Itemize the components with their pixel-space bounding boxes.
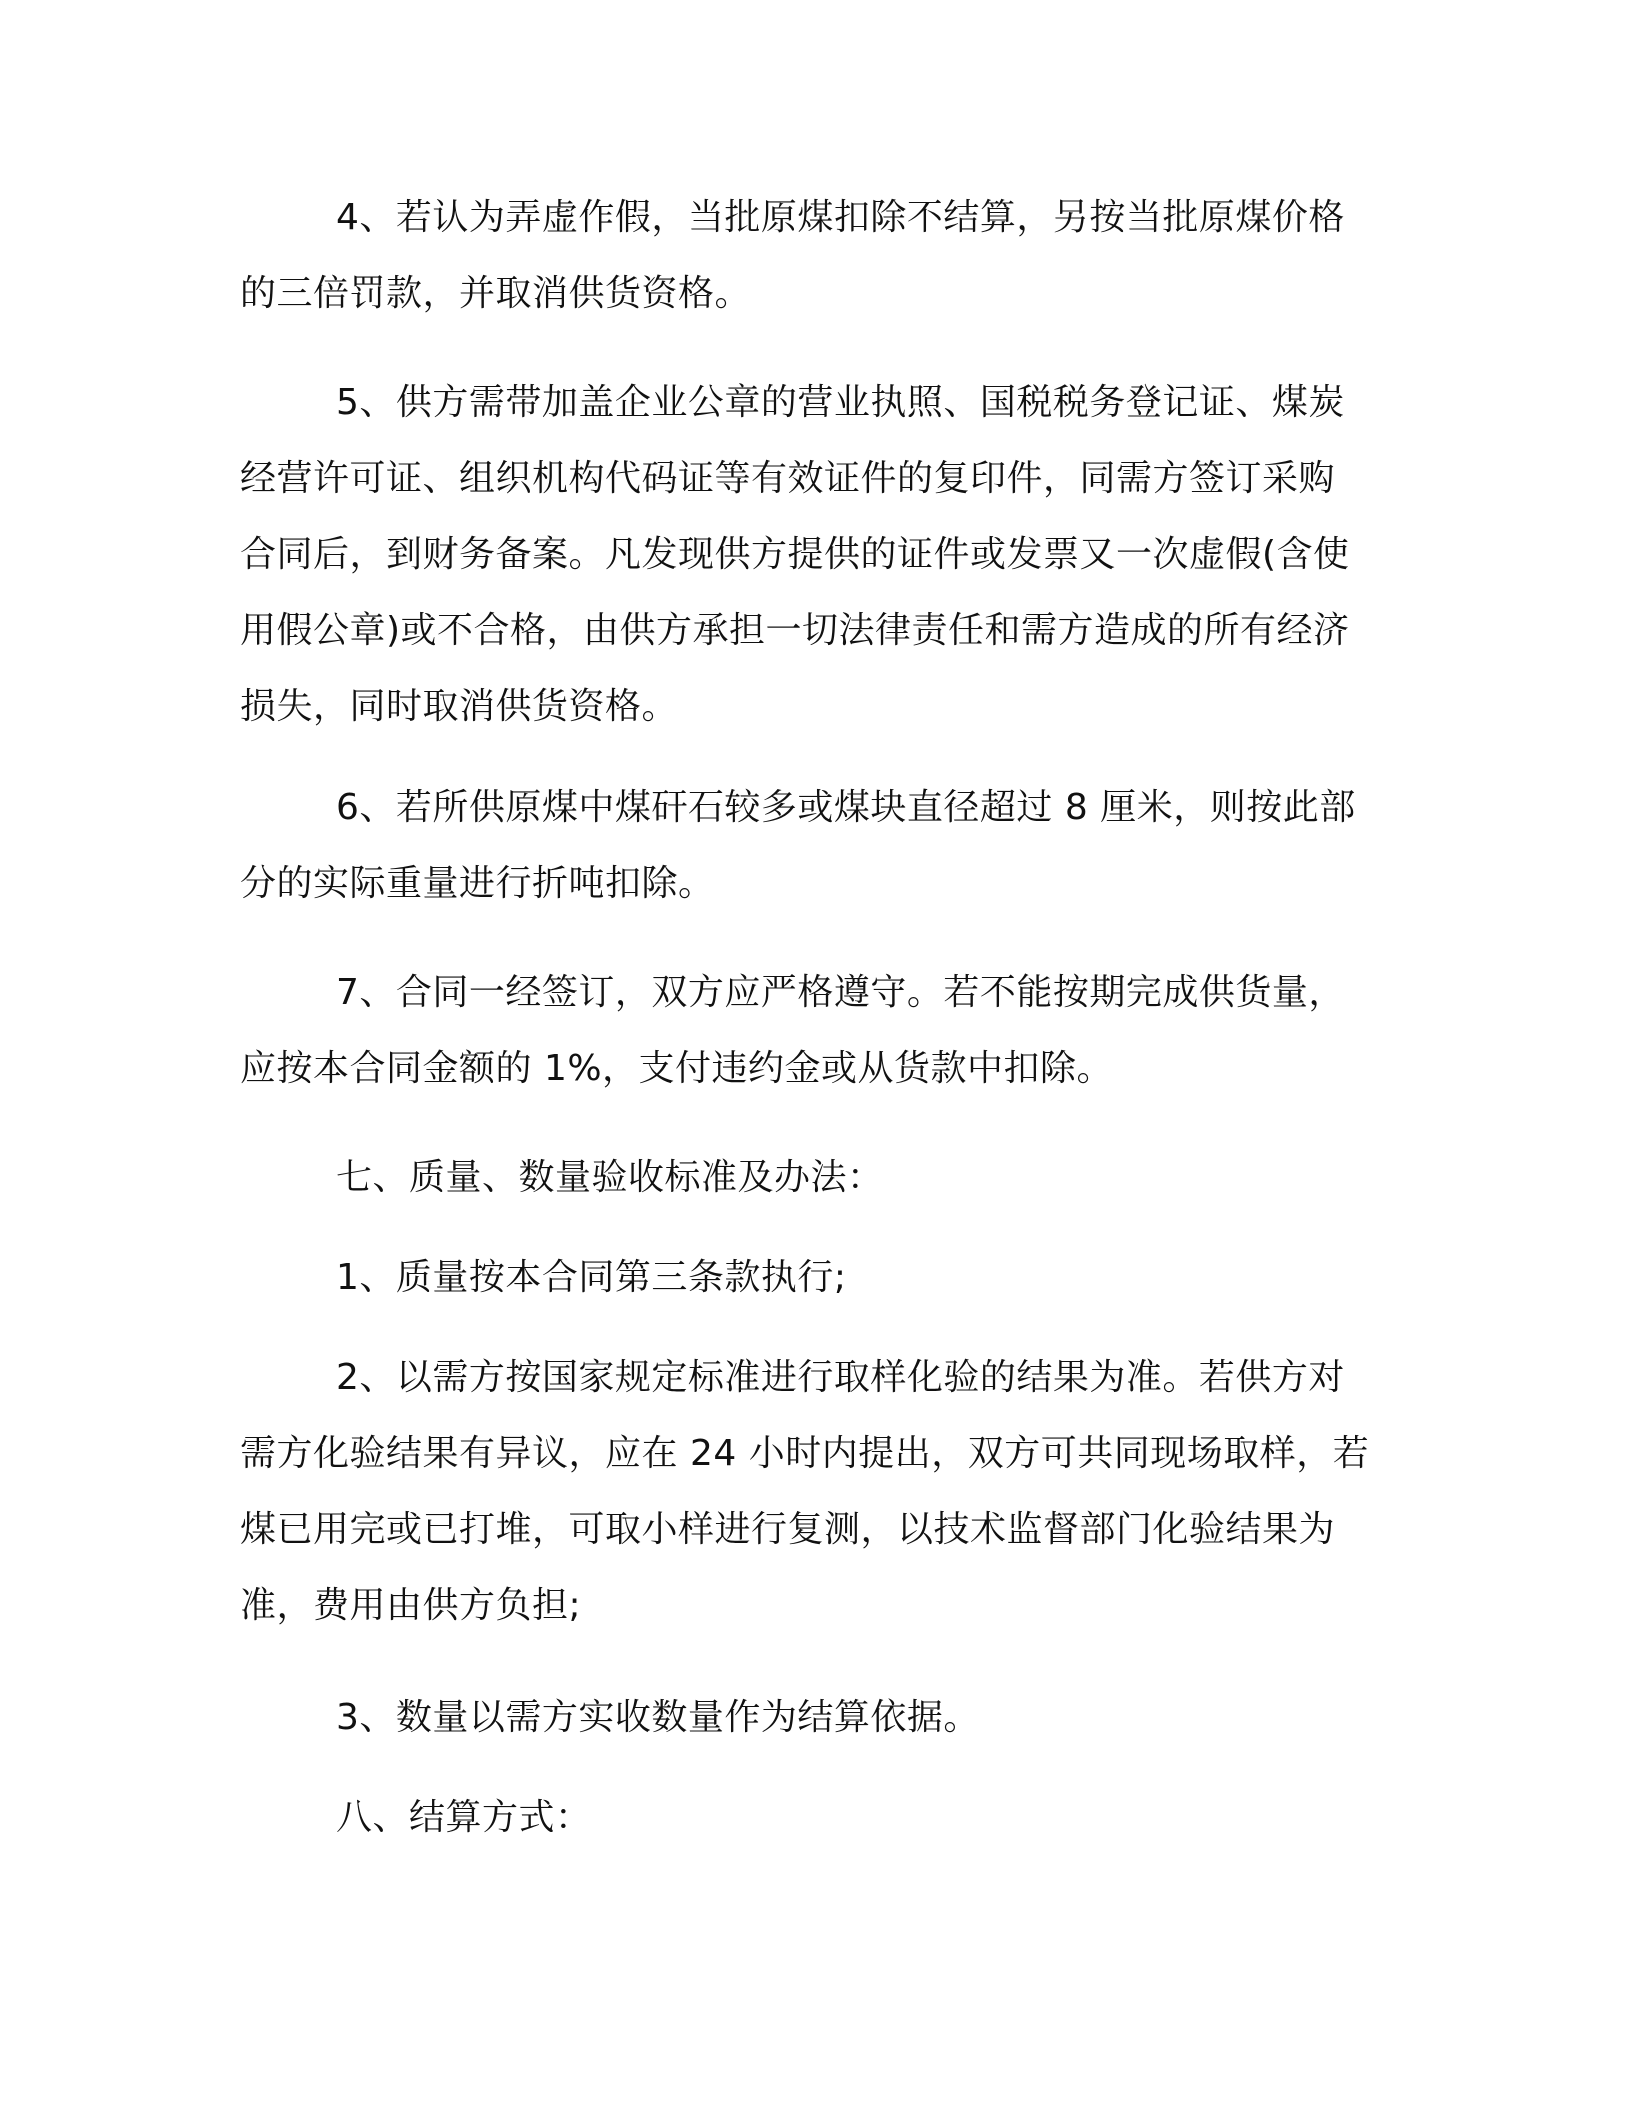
paragraph-clause-6 bbox=[240, 770, 1380, 922]
text-line: 1、质量按本合同第三条款执行; bbox=[336, 1257, 847, 1298]
text-line: 应按本合同金额的 1%，支付违约金或从货款中扣除。 bbox=[240, 1048, 1114, 1089]
text-line: 的三倍罚款，并取消供货资格。 bbox=[240, 273, 752, 314]
text-line: 经营许可证、组织机构代码证等有效证件的复印件，同需方签订采购 bbox=[240, 458, 1336, 499]
text-line: 6、若所供原煤中煤矸石较多或煤块直径超过 8 厘米，则按此部 bbox=[336, 787, 1356, 828]
text-line: 八、结算方式： bbox=[336, 1797, 592, 1838]
paragraph-clause-7 bbox=[240, 955, 1380, 1107]
text-line: 合同后，到财务备案。凡发现供方提供的证件或发票又一次虚假(含使 bbox=[240, 534, 1350, 575]
text-line: 准，费用由供方负担; bbox=[240, 1585, 582, 1626]
paragraph-clause-5 bbox=[240, 365, 1380, 745]
paragraph-quality-2 bbox=[240, 1340, 1380, 1644]
text-line: 5、供方需带加盖企业公章的营业执照、国税税务登记证、煤炭 bbox=[336, 382, 1345, 423]
section-heading-8 bbox=[240, 1780, 1380, 1856]
section-heading-7 bbox=[240, 1140, 1380, 1216]
text-line: 煤已用完或已打堆，可取小样进行复测，以技术监督部门化验结果为 bbox=[240, 1509, 1336, 1550]
text-line: 分的实际重量进行折吨扣除。 bbox=[240, 863, 715, 904]
text-line: 七、质量、数量验收标准及办法： bbox=[336, 1157, 884, 1198]
text-line: 7、合同一经签订，双方应严格遵守。若不能按期完成供货量， bbox=[336, 972, 1345, 1013]
paragraph-clause-4 bbox=[240, 180, 1380, 332]
text-line: 用假公章)或不合格，由供方承担一切法律责任和需方造成的所有经济 bbox=[240, 610, 1350, 651]
text-line: 需方化验结果有异议，应在 24 小时内提出，双方可共同现场取样，若 bbox=[240, 1433, 1370, 1474]
paragraph-quantity-3 bbox=[240, 1680, 1380, 1756]
text-line: 3、数量以需方实收数量作为结算依据。 bbox=[336, 1697, 980, 1738]
paragraph-quality-1 bbox=[240, 1240, 1380, 1316]
text-line: 4、若认为弄虚作假，当批原煤扣除不结算，另按当批原煤价格 bbox=[336, 197, 1345, 238]
text-line: 损失，同时取消供货资格。 bbox=[240, 686, 679, 727]
text-line: 2、以需方按国家规定标准进行取样化验的结果为准。若供方对 bbox=[336, 1357, 1345, 1398]
